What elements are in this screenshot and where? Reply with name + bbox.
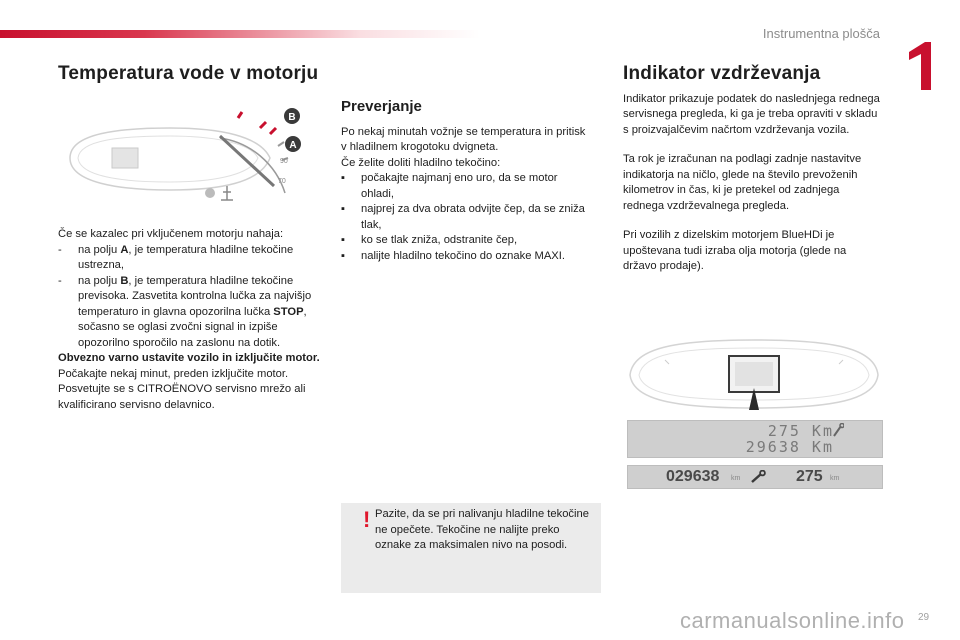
- left-column: [58, 63, 328, 84]
- gauge-tick-70: 70: [278, 178, 286, 185]
- stop-vehicle-warning: Obvezno varno ustavite vozilo in izključite motor.: [58, 352, 320, 364]
- list-item: ▪ počakajte najmanj eno uro, da se motor ohladi,: [341, 172, 558, 200]
- caution-note-box: [341, 503, 601, 593]
- right-column: [623, 63, 881, 275]
- gauge-label-b: B: [288, 112, 296, 123]
- gauge-intro: Če se kazalec pri vključenem motorju nahaja:: [58, 228, 284, 240]
- gauge-label-a: A: [289, 140, 297, 151]
- list-item: - na polju B, je temperatura hladilne tekočine previsoka. Zasvetita kontrolna lučka za najvišjo temperaturo in glavna opozorilna lučka STOP, sočasno se oglasi zvočni signal in izpiše opozorilno sporočilo na zaslonu na dotik.: [58, 274, 312, 349]
- wrench-icon: [750, 470, 766, 484]
- closing-paragraph: Počakajte nekaj minut, preden izključite motor. Posvetujte se s CITROËNOVO servisno mrežo ali kvalificirano servisno delavnico.: [58, 367, 306, 411]
- gauge-tick-90: 90: [280, 158, 288, 165]
- wrench-icon: [832, 423, 844, 437]
- list-item: ▪ najprej za dva obrata odvijte čep, da se zniža tlak,: [341, 203, 585, 231]
- checking-title: Preverjanje: [341, 98, 422, 115]
- coolant-temperature-title: Temperatura vode v motorju: [58, 63, 319, 84]
- watermark: carmanualsonline.info: [680, 608, 905, 633]
- top-accent-bar: [0, 30, 480, 38]
- caution-note-text: Pazite, da se pri nalivanju hladilne tekočine ne opečete. Tekočine ne nalijte preko oznake za maksimalen nivo na posodi.: [375, 508, 589, 551]
- warning-exclamation-icon: !: [363, 507, 371, 532]
- odometer-value: 029638: [666, 468, 720, 485]
- list-item: - na polju A, je temperatura hladilne tekočine ustrezna,: [58, 243, 294, 271]
- indicator-dot-icon: [205, 188, 215, 198]
- instrument-panel-illustration: [625, 330, 883, 415]
- middle-column: [341, 99, 591, 264]
- service-display-digital: [627, 420, 883, 458]
- service-paragraph-1: Indikator prikazuje podatek do naslednjega rednega servisnega pregleda, ki ga je treba opraviti v skladu s proizvajalčevim načrtom vzdrževanja vozila.: [623, 92, 880, 136]
- service-paragraph-3: Pri vozilih z dizelskim motorjem BlueHDi je upoštevana tudi izraba olja motorja (glede na državo prodaje).: [623, 229, 847, 272]
- service-paragraph-2: Ta rok je izračunan na podlagi zadnje nastavitve indikatorja na ničlo, glede na število prevoženih kilometrov in čas, ki je pretekel od zadnjega rednega vzdrževalnega pregleda.: [623, 153, 862, 212]
- page-number: 29: [918, 612, 930, 623]
- service-indicator-title: Indikator vzdrževanja: [623, 63, 821, 84]
- left-body: [58, 227, 320, 413]
- service-distance-value: 275: [796, 468, 823, 485]
- list-item: ▪ nalijte hladilno tekočino do oznake MAXI.: [341, 249, 565, 262]
- checking-intro: Po nekaj minutah vožnje se temperatura in pritisk v hladilnem krogotoku dvigneta.: [341, 125, 586, 153]
- chapter-number: [905, 42, 933, 90]
- checking-question: Če želite doliti hladilno tekočino:: [341, 156, 501, 169]
- section-title: Instrumentna plošča: [762, 26, 880, 41]
- odometer-readout: 29638 Km: [745, 438, 834, 456]
- service-display-graphic: [627, 465, 883, 489]
- temperature-gauge-illustration: [60, 108, 330, 213]
- service-distance-unit: km: [830, 475, 840, 482]
- odometer-unit: km: [731, 475, 741, 482]
- list-item: ▪ ko se tlak zniža, odstranite čep,: [341, 234, 518, 246]
- coolant-temperature-icon: [221, 186, 233, 200]
- service-distance-readout: 275 Km: [767, 422, 834, 440]
